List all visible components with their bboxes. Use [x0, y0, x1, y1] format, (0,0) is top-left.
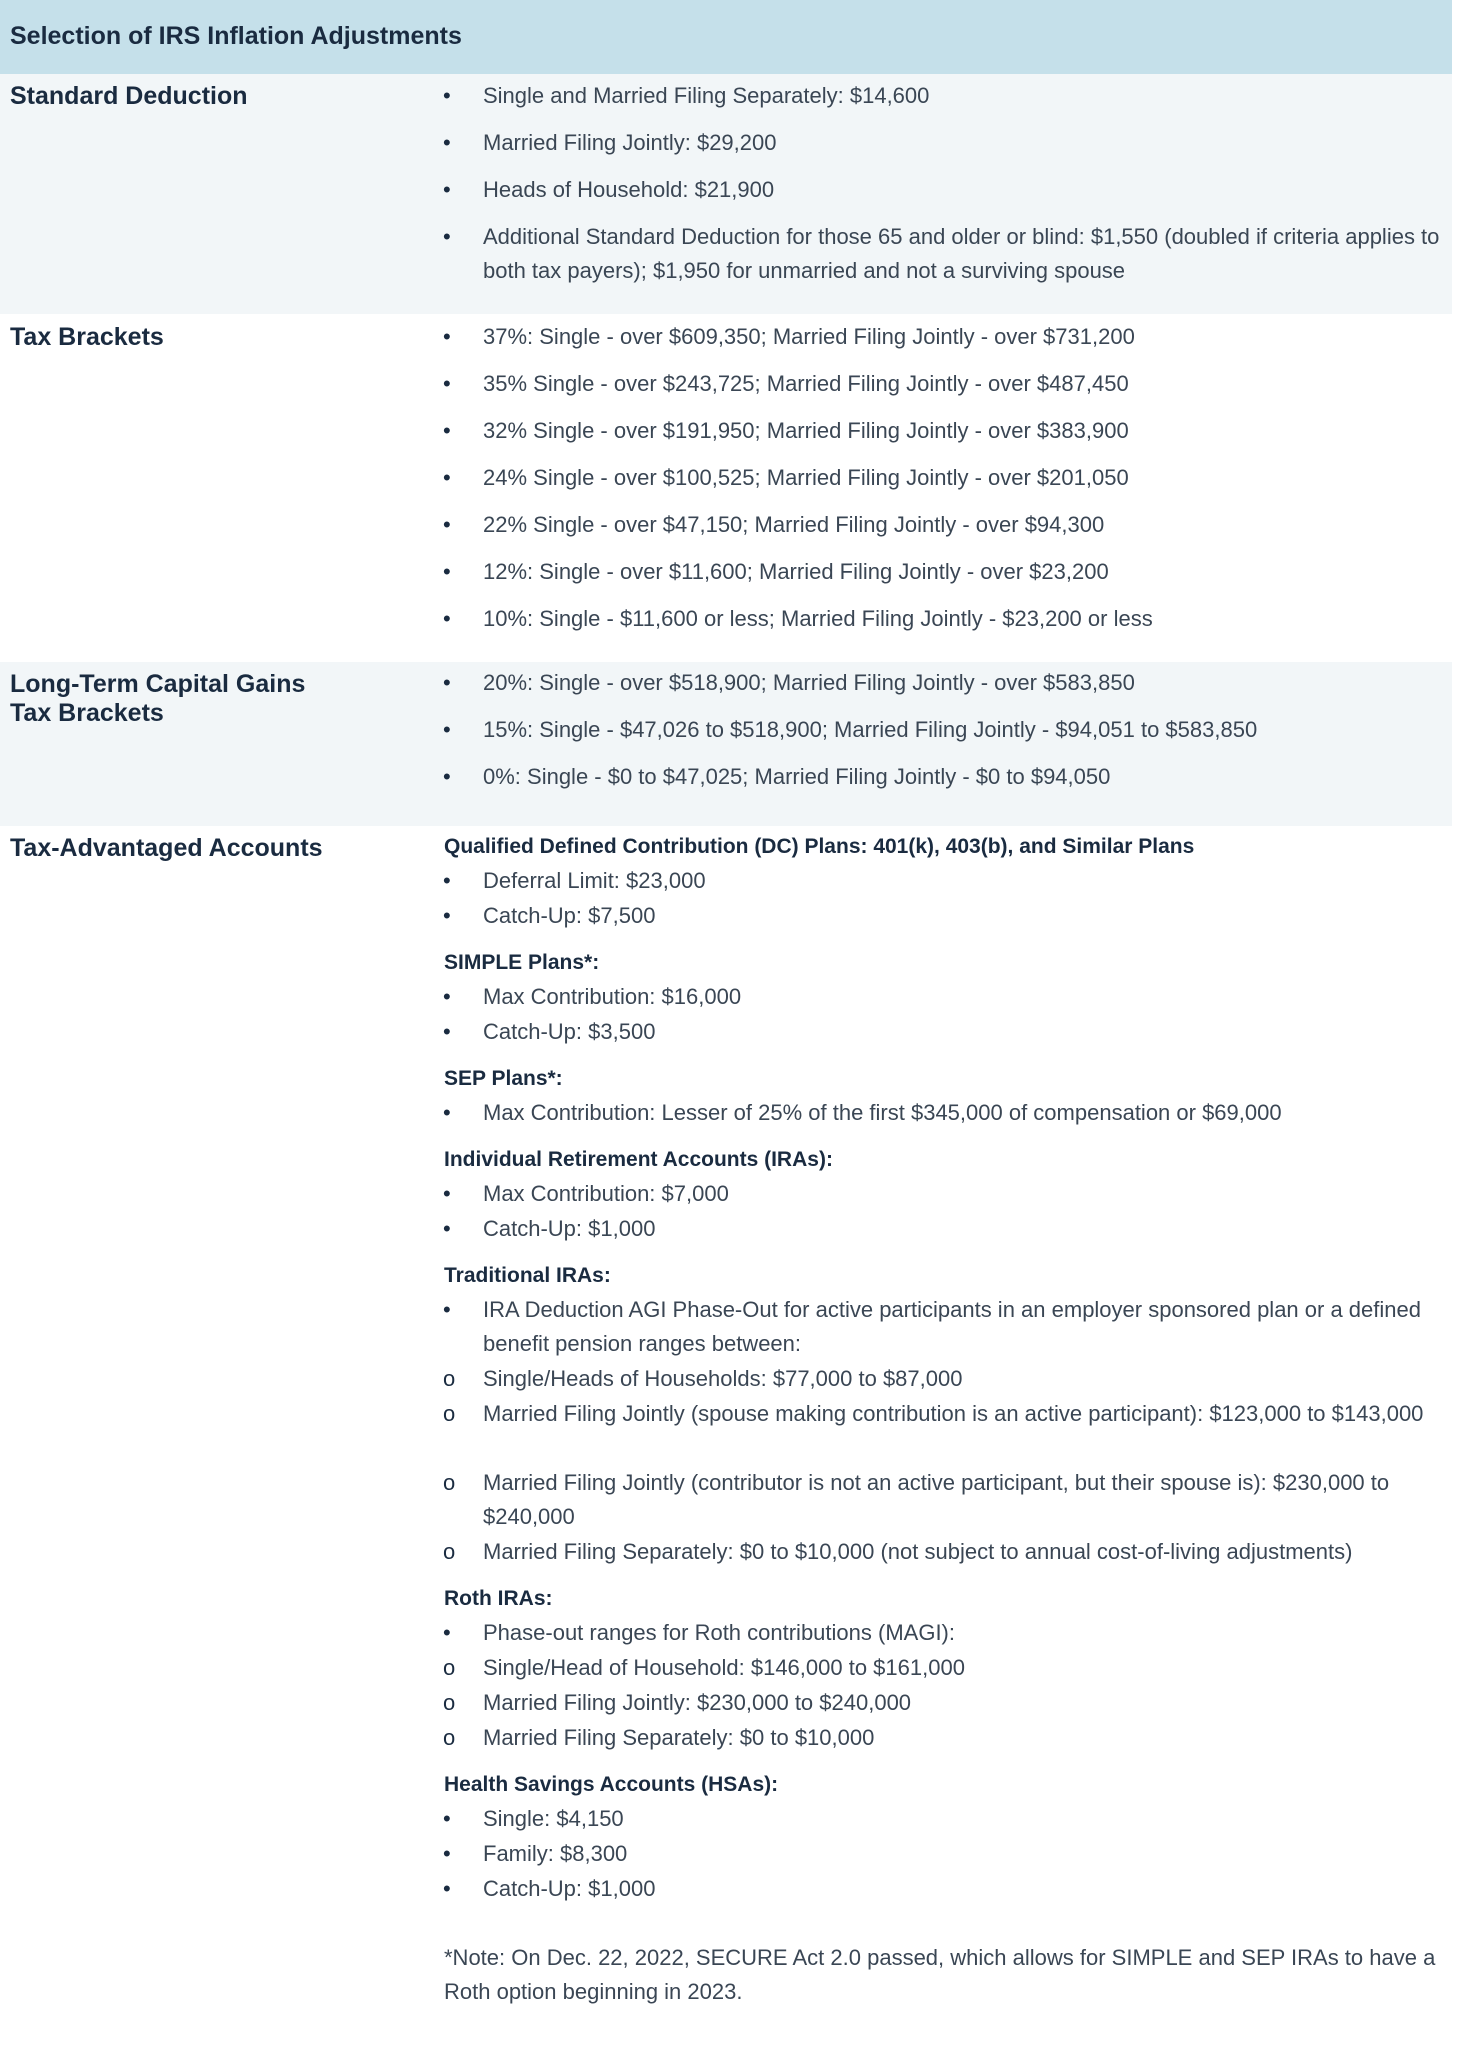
bullet-marker: •: [443, 1181, 451, 1206]
bullet-marker: •: [443, 1100, 451, 1125]
sub-list-item: Single/Heads of Households: $77,000 to $87,000: [483, 1366, 963, 1391]
list-item: 15%: Single - $47,026 to $518,900; Married Filing Jointly - $94,051 to $583,850: [483, 717, 1258, 742]
list-item: Max Contribution: Lesser of 25% of the first $345,000 of compensation or $69,000: [483, 1100, 1282, 1125]
section-label-capital-gains-line2: Tax Brackets: [10, 699, 164, 727]
ira-heading: Individual Retirement Accounts (IRAs):: [444, 1148, 833, 1171]
bullet-marker: •: [443, 1806, 451, 1831]
section-label-tax-brackets: Tax Brackets: [10, 323, 164, 351]
page-title: Selection of IRS Inflation Adjustments: [10, 22, 462, 50]
list-item: Single and Married Filing Separately: $14,600: [483, 83, 930, 108]
list-item: Catch-Up: $1,000: [483, 1216, 656, 1241]
list-item: Catch-Up: $3,500: [483, 1019, 656, 1044]
section-label-standard-deduction: Standard Deduction: [10, 82, 248, 110]
sub-list-item: Married Filing Separately: $0 to $10,000: [483, 1725, 875, 1750]
sub-list-item: Married Filing Jointly: $230,000 to $240,000: [483, 1690, 912, 1715]
list-item: Deferral Limit: $23,000: [483, 868, 706, 893]
footnote: *Note: On Dec. 22, 2022, SECURE Act 2.0 passed, which allows for SIMPLE and SEP IRAs to have a Roth option beginning in 2023.: [444, 1945, 1436, 2004]
bullet-marker: •: [443, 984, 451, 1009]
list-item: 10%: Single - $11,600 or less; Married Filing Jointly - $23,200 or less: [483, 606, 1153, 631]
bullet-marker: •: [443, 130, 451, 155]
simple-plans-heading: SIMPLE Plans*:: [444, 951, 600, 974]
bullet-marker: •: [443, 1841, 451, 1866]
section-label-tax-advantaged-accounts: Tax-Advantaged Accounts: [10, 834, 323, 862]
sub-list-item: Single/Head of Household: $146,000 to $161,000: [483, 1655, 965, 1680]
dc-plans-heading: Qualified Defined Contribution (DC) Plans: 401(k), 403(b), and Similar Plans: [444, 835, 1195, 858]
list-item: Max Contribution: $16,000: [483, 984, 742, 1009]
list-item: Heads of Household: $21,900: [483, 177, 775, 202]
list-item: Max Contribution: $7,000: [483, 1181, 729, 1206]
bullet-marker: •: [443, 324, 451, 349]
bullet-marker: •: [443, 418, 451, 443]
list-item: Additional Standard Deduction for those 65 and older or blind: $1,550 (doubled if criteria applies to both tax payers); $1,950 for unmarried and not a surviving spouse: [483, 224, 1440, 283]
bullet-marker: •: [443, 903, 451, 928]
list-item: Catch-Up: $7,500: [483, 903, 656, 928]
list-item: Married Filing Jointly: $29,200: [483, 130, 777, 155]
bullet-marker: •: [443, 670, 451, 695]
roth-ira-heading: Roth IRAs:: [444, 1587, 553, 1610]
hsa-heading: Health Savings Accounts (HSAs):: [444, 1773, 779, 1796]
list-item: Catch-Up: $1,000: [483, 1876, 656, 1901]
bullet-marker: •: [443, 559, 451, 584]
bullet-marker: •: [443, 868, 451, 893]
list-item: 22% Single - over $47,150; Married Filing Jointly - over $94,300: [483, 512, 1105, 537]
bullet-marker: •: [443, 512, 451, 537]
sub-list-item: Married Filing Separately: $0 to $10,000 (not subject to annual cost-of-living adjustments): [483, 1539, 1353, 1564]
bullet-marker: •: [443, 764, 451, 789]
bullet-marker: •: [443, 83, 451, 108]
section-label-capital-gains: Long-Term Capital Gains: [10, 670, 306, 698]
table-header: [0, 0, 1452, 74]
circle-marker: o: [443, 1655, 456, 1680]
circle-marker: o: [443, 1539, 456, 1564]
circle-marker: o: [443, 1401, 456, 1426]
list-item: 20%: Single - over $518,900; Married Filing Jointly - over $583,850: [483, 670, 1135, 695]
bullet-marker: •: [443, 606, 451, 631]
bullet-marker: •: [443, 465, 451, 490]
list-item: 24% Single - over $100,525; Married Filing Jointly - over $201,050: [483, 465, 1129, 490]
bullet-marker: •: [443, 1620, 451, 1645]
traditional-ira-heading: Traditional IRAs:: [444, 1264, 611, 1287]
list-item: Single: $4,150: [483, 1806, 624, 1831]
bullet-marker: •: [443, 1216, 451, 1241]
sub-list-item: Married Filing Jointly (spouse making contribution is an active participant): $123,000 to $143,000: [483, 1401, 1424, 1426]
bullet-marker: •: [443, 1297, 451, 1322]
circle-marker: o: [443, 1366, 456, 1391]
list-item: 12%: Single - over $11,600; Married Filing Jointly - over $23,200: [483, 559, 1109, 584]
list-item: Family: $8,300: [483, 1841, 628, 1866]
sep-plans-heading: SEP Plans*:: [444, 1067, 563, 1090]
bullet-marker: •: [443, 224, 451, 249]
circle-marker: o: [443, 1470, 456, 1495]
circle-marker: o: [443, 1725, 456, 1750]
list-item: IRA Deduction AGI Phase-Out for active participants in an employer sponsored plan or a defined benefit pension ranges between:: [483, 1297, 1421, 1356]
sub-list-item: Married Filing Jointly (contributor is not an active participant, but their spouse is): $230,000 to $240,000: [483, 1470, 1390, 1529]
bullet-marker: •: [443, 717, 451, 742]
bullet-marker: •: [443, 1019, 451, 1044]
list-item: 0%: Single - $0 to $47,025; Married Filing Jointly - $0 to $94,050: [483, 764, 1111, 789]
list-item: 32% Single - over $191,950; Married Filing Jointly - over $383,900: [483, 418, 1129, 443]
list-item: Phase-out ranges for Roth contributions (MAGI):: [483, 1620, 955, 1645]
bullet-marker: •: [443, 1876, 451, 1901]
circle-marker: o: [443, 1690, 456, 1715]
bullet-marker: •: [443, 177, 451, 202]
bullet-marker: •: [443, 371, 451, 396]
list-item: 37%: Single - over $609,350; Married Filing Jointly - over $731,200: [483, 324, 1135, 349]
list-item: 35% Single - over $243,725; Married Filing Jointly - over $487,450: [483, 371, 1129, 396]
